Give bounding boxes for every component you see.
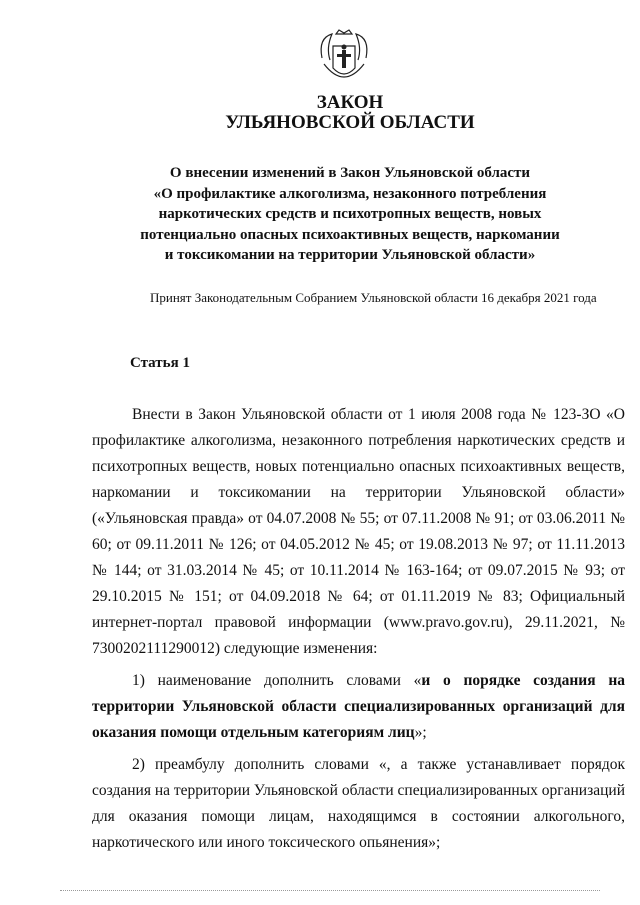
item1-prefix: 1) наименование дополнить словами « <box>132 672 422 689</box>
page-edge-line <box>60 890 600 891</box>
subject-line-1: О внесении изменений в Закон Ульяновской области <box>169 165 531 181</box>
subject-line-5: и токсикомании на территории Ульяновской области» <box>164 247 536 263</box>
article-body <box>92 402 625 856</box>
law-subject <box>0 163 640 266</box>
subject-line-4: потенциально опасных психоактивных веществ, наркомании <box>140 226 560 243</box>
article-intro-paragraph: Внести в Закон Ульяновской области от 1 июля 2008 года № 123-ЗО «О профилактике алкоголизма, незаконного потребления наркотических средств и психотропных веществ, новых потенциально опасных психоактивных веществ, наркомании и токсикомании на территории Ульяновской области» («Ульяновская правда» от 04.07.2008 № 55; от 07.11.2008 № 91; от 03.06.2011 № 60; от 09.11.2011 № 126; от 04.05.2012 № 45; от 19.08.2013 № 97; от 11.11.2013 № 144; от 31.03.2014 № 45; от 10.11.2014 № 163-164; от 09.07.2015 № 93; от 29.10.2015 № 151; от 04.09.2018 № 64; от 01.11.2019 № 83; Официальный интернет-портал правовой информации (www.pravo.gov.ru), 29.11.2021, № 7300202111290012) следующие изменения: <box>92 406 625 657</box>
adoption-note: Принят Законодательным Собранием Ульяновской области 16 декабря 2021 года <box>150 290 597 305</box>
subject-line-2: «О профилактике алкоголизма, незаконного потребления <box>153 185 547 202</box>
amendment-item-1 <box>92 668 625 746</box>
article-heading: Статья 1 <box>130 355 190 371</box>
amendment-item-2: 2) преамбулу дополнить словами «, а также устанавливает порядок создания на территории Ульяновской области специализированных организаций для оказания помощи лицам, находящимся в состоянии алкогольного, наркотического или иного токсического опьянения»; <box>92 756 625 851</box>
document-region: УЛЬЯНОВСКОЙ ОБЛАСТИ <box>225 112 475 133</box>
item1-bold-text: и о порядке создания на территории Ульяновской области специализированных организаций для оказания помощи отдельным категориям лиц <box>92 672 626 741</box>
document-title: ЗАКОН <box>316 92 384 113</box>
item1-suffix: »; <box>414 724 427 741</box>
subject-line-3: наркотических средств и психотропных веществ, новых <box>158 206 542 222</box>
coat-of-arms-emblem <box>316 28 372 92</box>
